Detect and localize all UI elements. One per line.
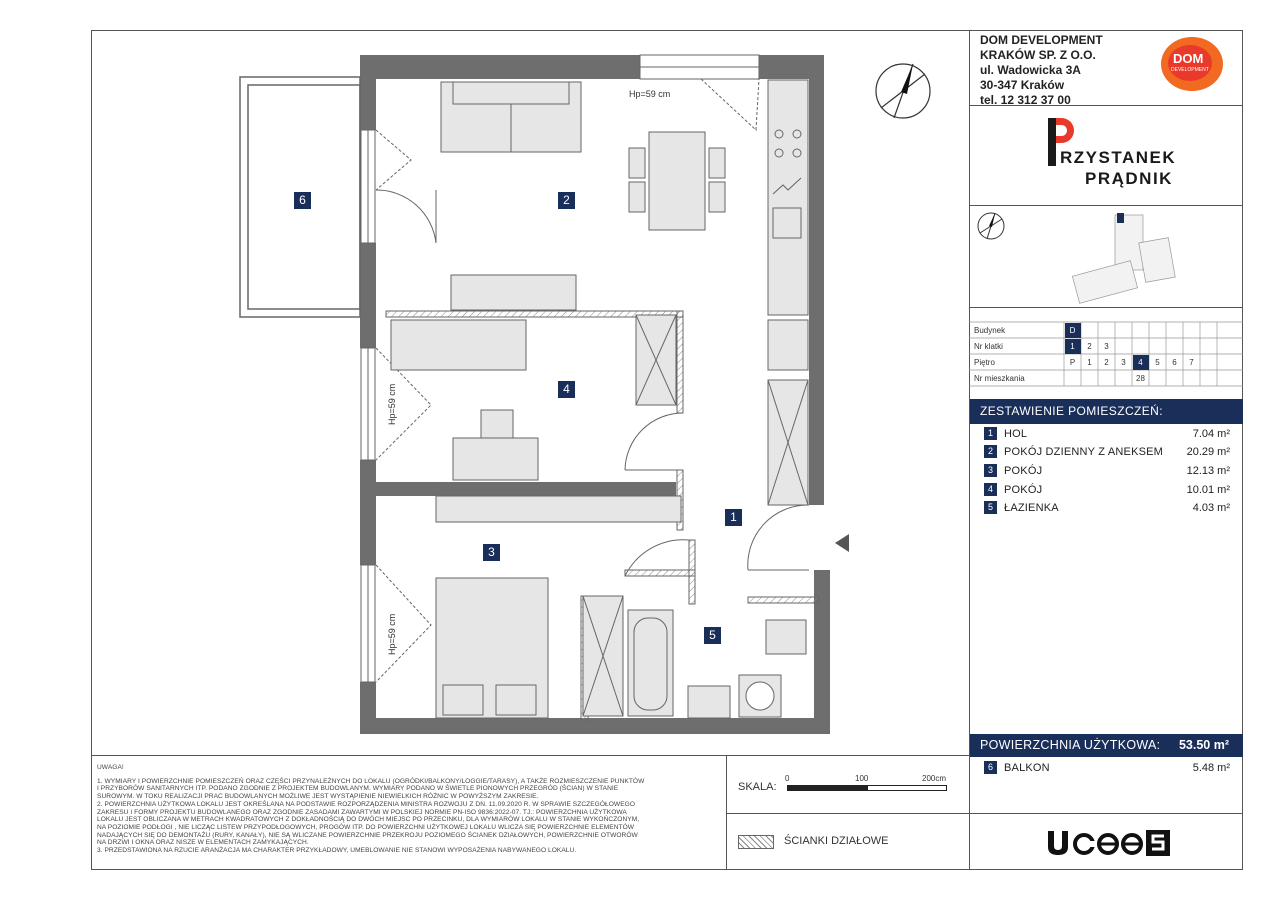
logo-line-1: RZYSTANEK bbox=[1060, 148, 1177, 167]
divider bbox=[969, 813, 1243, 814]
table-cell: 2 bbox=[1087, 342, 1092, 351]
notes-line: I PRZYBORÓW SANITARNYCH ITP. PODANO ZGODNIE Z PROJEKTEM BUDOWLANYM. WYMIARY PODANO W ŚWIETLE PIONOWYCH PRZEGRÓD (ŚCIAN) W STANIE bbox=[97, 785, 619, 793]
room-number: 4 bbox=[984, 483, 997, 496]
notes-line: NA POZIOMIE PODŁOGI , NIE LICZĄC LISTEW PRZYPODŁOGOWYCH, PROGÓW ITP. DO POWIERZCHNI UŻYTKOWEJ LOKALU WLICZA SIĘ POWIERZCHNIE ELEMENTÓW bbox=[97, 823, 635, 831]
table-label: Budynek bbox=[974, 326, 1006, 335]
table-cell: D bbox=[1069, 326, 1076, 335]
company-city: 30-347 Kraków bbox=[980, 78, 1065, 92]
room-area: 4.03 m² bbox=[1192, 502, 1230, 514]
divider bbox=[91, 755, 969, 756]
room-row bbox=[970, 443, 1242, 461]
table-label: Nr klatki bbox=[974, 342, 1003, 351]
room-area: 5.48 m² bbox=[1192, 762, 1230, 774]
room-tag-4: 4 bbox=[558, 381, 575, 398]
logo-line-2: PRĄDNIK bbox=[1085, 169, 1173, 188]
room-name: ŁAZIENKA bbox=[1004, 502, 1059, 514]
room-row bbox=[970, 481, 1242, 499]
notes-line: NA DRZWI I OKNA ORAZ NISZE W ELEMENTACH ZAMYKAJĄCYCH. bbox=[97, 839, 309, 847]
logo-subtext: DEVELOPMENT bbox=[1171, 67, 1209, 73]
notes-line: SUROWYM. W TOKU REALIZACJI PRAC BUDOWLANYCH MOŻLIWE JEST WYSTĄPIENIE NIEWIELKICH RÓŻNIC W POWYŻSZYM ZAKRESIE. bbox=[97, 793, 539, 801]
mini-compass-icon bbox=[976, 211, 1006, 246]
room-number: 3 bbox=[984, 464, 997, 477]
table-cell: 6 bbox=[1172, 358, 1177, 367]
scale-label: SKALA: bbox=[738, 781, 777, 793]
dom-development-logo bbox=[1157, 35, 1227, 93]
table-cell: 1 bbox=[1070, 342, 1075, 351]
scale-tick: 200cm bbox=[922, 774, 947, 783]
notes-line: LOKALU JEST OBLICZANA W METRACH KWADRATOWYCH Z DOKŁADNOŚCIĄ DO DWÓCH MIEJSC PO PRZECINKU, DLA WYMIARÓW LOKALU W STANIE WYKOŃCZONYM, bbox=[97, 816, 640, 824]
room-name: POKÓJ bbox=[1004, 465, 1043, 477]
room-number: 1 bbox=[984, 427, 997, 440]
company-phone: tel. 12 312 37 00 bbox=[980, 93, 1071, 107]
location-table bbox=[969, 321, 1243, 387]
legend-label: ŚCIANKI DZIAŁOWE bbox=[784, 835, 889, 847]
table-cell: P bbox=[1069, 358, 1076, 367]
window-height-label: Hp=59 cm bbox=[387, 383, 397, 425]
room-row bbox=[970, 425, 1242, 443]
table-label: Nr mieszkania bbox=[974, 374, 1025, 383]
divider bbox=[969, 205, 1243, 206]
logo-text: DOM bbox=[1173, 51, 1204, 66]
partition-legend-swatch bbox=[738, 835, 774, 849]
divider bbox=[969, 307, 1243, 308]
table-cell: 4 bbox=[1138, 358, 1143, 367]
entrance-arrow-icon bbox=[835, 534, 849, 552]
divider bbox=[726, 813, 969, 814]
balcony-row bbox=[970, 759, 1242, 777]
przystanek-pradnik-logo bbox=[1048, 118, 1178, 193]
scale-bar bbox=[787, 785, 947, 791]
notes bbox=[97, 764, 722, 855]
usable-area-bar bbox=[970, 734, 1243, 757]
table-cell: 1 bbox=[1087, 358, 1092, 367]
room-area: 20.29 m² bbox=[1186, 446, 1230, 458]
rooms-header-text: ZESTAWIENIE POMIESZCZEŃ: bbox=[980, 404, 1163, 418]
table-cell: 3 bbox=[1121, 358, 1126, 367]
window-height-label: Hp=59 cm bbox=[387, 613, 397, 655]
room-number: 5 bbox=[984, 501, 997, 514]
table-cell: 28 bbox=[1136, 374, 1145, 383]
room-number: 2 bbox=[984, 445, 997, 458]
table-cell: 7 bbox=[1189, 358, 1194, 367]
table-label: Piętro bbox=[974, 358, 995, 367]
ucees-logo bbox=[1046, 828, 1171, 856]
room-tag-3: 3 bbox=[483, 544, 500, 561]
room-tag-1: 1 bbox=[725, 509, 742, 526]
divider bbox=[969, 105, 1243, 106]
table-cell: 2 bbox=[1104, 358, 1109, 367]
room-row bbox=[970, 499, 1242, 517]
room-area: 12.13 m² bbox=[1186, 465, 1230, 477]
scale-tick: 0 bbox=[785, 774, 790, 783]
notes-title: UWAGA! bbox=[97, 764, 124, 771]
notes-line: 2. POWIERZCHNIA UŻYTKOWA LOKALU JEST OKREŚLANA NA PODSTAWIE ROZPORZĄDZENIA MINISTRA ROZWOJU Z DN. 11.09.2020 R. W SPRAWIE SZCZEGÓŁOWEGO bbox=[97, 800, 635, 808]
table-cell: 5 bbox=[1155, 358, 1160, 367]
rooms-header bbox=[970, 399, 1243, 424]
room-number: 6 bbox=[984, 761, 997, 774]
room-name: POKÓJ DZIENNY Z ANEKSEM bbox=[1004, 446, 1164, 458]
floor-plan bbox=[91, 30, 969, 755]
room-name: BALKON bbox=[1004, 762, 1050, 774]
usable-area-value: 53.50 m² bbox=[1178, 738, 1229, 752]
notes-line: NADAJĄCYCH SIĘ DO DEMONTAŻU (RURY, KANAŁY), NIE SĄ WLICZANE POWIERZCHNIE PRZEKROJU POZIOMEGO ŚCIANEK DZIAŁOWYCH, POWIERZCHNIE OTWORÓW bbox=[97, 831, 638, 839]
company-street: ul. Wadowicka 3A bbox=[980, 63, 1081, 77]
room-tag-6: 6 bbox=[294, 192, 311, 209]
room-area: 10.01 m² bbox=[1186, 484, 1230, 496]
table-cell: 3 bbox=[1104, 342, 1109, 351]
room-tag-2: 2 bbox=[558, 192, 575, 209]
room-name: POKÓJ bbox=[1004, 484, 1043, 496]
site-plan-icon bbox=[1070, 210, 1180, 310]
notes-line: 1. WYMIARY I POWIERZCHNIE POMIESZCZEŃ ORAZ CZĘŚCI PRZYNALEŻNYCH DO LOKALU (OGRÓDKI/BALKONY/LOGGIE/TARASY), A TAKŻE ROZMIESZCZENIE PUNKTÓW bbox=[97, 777, 645, 785]
room-row bbox=[970, 462, 1242, 480]
usable-area-label: POWIERZCHNIA UŻYTKOWA: bbox=[980, 738, 1161, 752]
notes-line: 3. PRZEDSTAWIONA NA RZUCIE ARANŻACJA MA CHARAKTER PRZYKŁADOWY, UMEBLOWANIE NIE STANOWI WYPOSAŻENIA NABYWANEGO LOKALU. bbox=[97, 847, 577, 855]
window-height-label: Hp=59 cm bbox=[629, 89, 671, 99]
notes-line: ZAKRESU I FORMY PROJEKTU BUDOWLANEGO ORAZ ZGODNIE ZASADAMI ZAWARTYMI W POLSKIEJ NORMIE PN-ISO 9836:2022-07. TJ.: POWIERZCHNIA UŻYTKOWA bbox=[97, 808, 627, 816]
company-name-2: KRAKÓW SP. Z O.O. bbox=[980, 48, 1096, 62]
company-address bbox=[980, 33, 1103, 108]
company-name: DOM DEVELOPMENT bbox=[980, 33, 1103, 47]
room-tag-5: 5 bbox=[704, 627, 721, 644]
rooms-list bbox=[970, 425, 1243, 519]
scale-tick: 100 bbox=[855, 774, 869, 783]
room-name: HOL bbox=[1004, 428, 1028, 440]
room-area: 7.04 m² bbox=[1192, 428, 1230, 440]
